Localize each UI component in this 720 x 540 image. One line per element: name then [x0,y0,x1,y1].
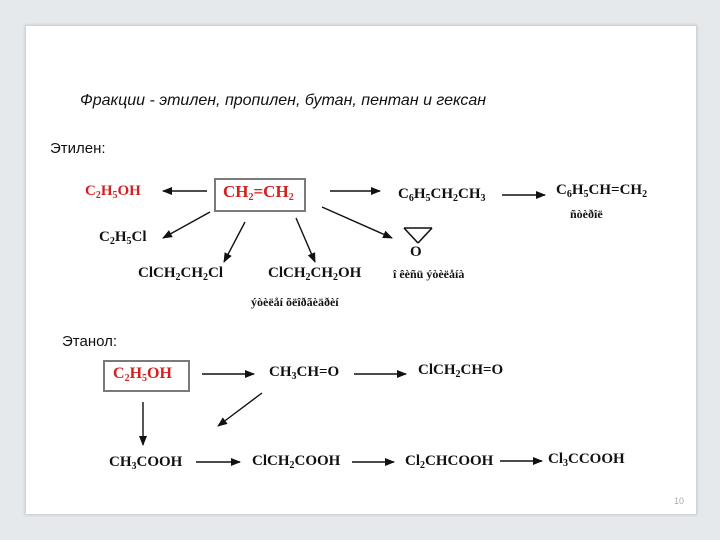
formula-styrene: $C_6H_5CH=CH_2$ [556,182,648,200]
formula-chlorohydrin: $ClCH_2CH_2OH$ [268,265,362,283]
formula-ethylene: $CH_2=CH_2$ [223,182,294,203]
formula-ethanol-product: $C_2H_5OH$ [85,183,141,201]
formula-acetic-acid: $CH_3COOH$ [109,454,183,472]
arrow-to-ethyl-chloride [163,212,210,238]
page-number: 10 [674,496,685,506]
section-ethylene-label: Этилен: [50,140,106,157]
formula-trichloroacetic-acid: $Cl_3CCOOH$ [548,451,625,469]
label-epoxide: î êèñü ýòèëåíà [393,267,465,281]
formula-ethylbenzene: $C_6H_5CH_2CH_3$ [398,186,486,204]
slide-title: Фракции - этилен, пропилен, бутан, пентан и гексан [80,92,487,109]
formula-chloroacetic-acid: ClCH$_2$COOH [252,453,341,471]
formula-chloroacetaldehyde: ClCH$_2$CH=O [418,362,504,380]
section-ethanol-label: Этанол: [62,333,118,350]
label-chlorohydrin: ýòèëåí õëîðãèäðèí [251,295,339,309]
formula-ethyl-chloride: $C_2H_5Cl$ [99,229,147,247]
arrow-to-epoxide [322,207,392,238]
formula-dichloroethane: $ClCH_2CH_2Cl$ [138,265,223,283]
label-styrene: ñòèðîë [570,207,603,221]
formula-dichloroacetic-acid: $Cl_2CHCOOH$ [405,453,494,471]
arrow-to-dichloroethane [224,222,245,262]
arrow-to-chlorohydrin [296,218,315,262]
arrow-acetaldehyde-to-acetic [218,393,262,426]
epoxide-oxygen: O [410,244,422,260]
formula-acetaldehyde: $CH_3CH=O$ [269,364,340,382]
formula-ethanol: $C_2H_5OH$ [113,365,172,384]
epoxide-ring [404,228,432,243]
